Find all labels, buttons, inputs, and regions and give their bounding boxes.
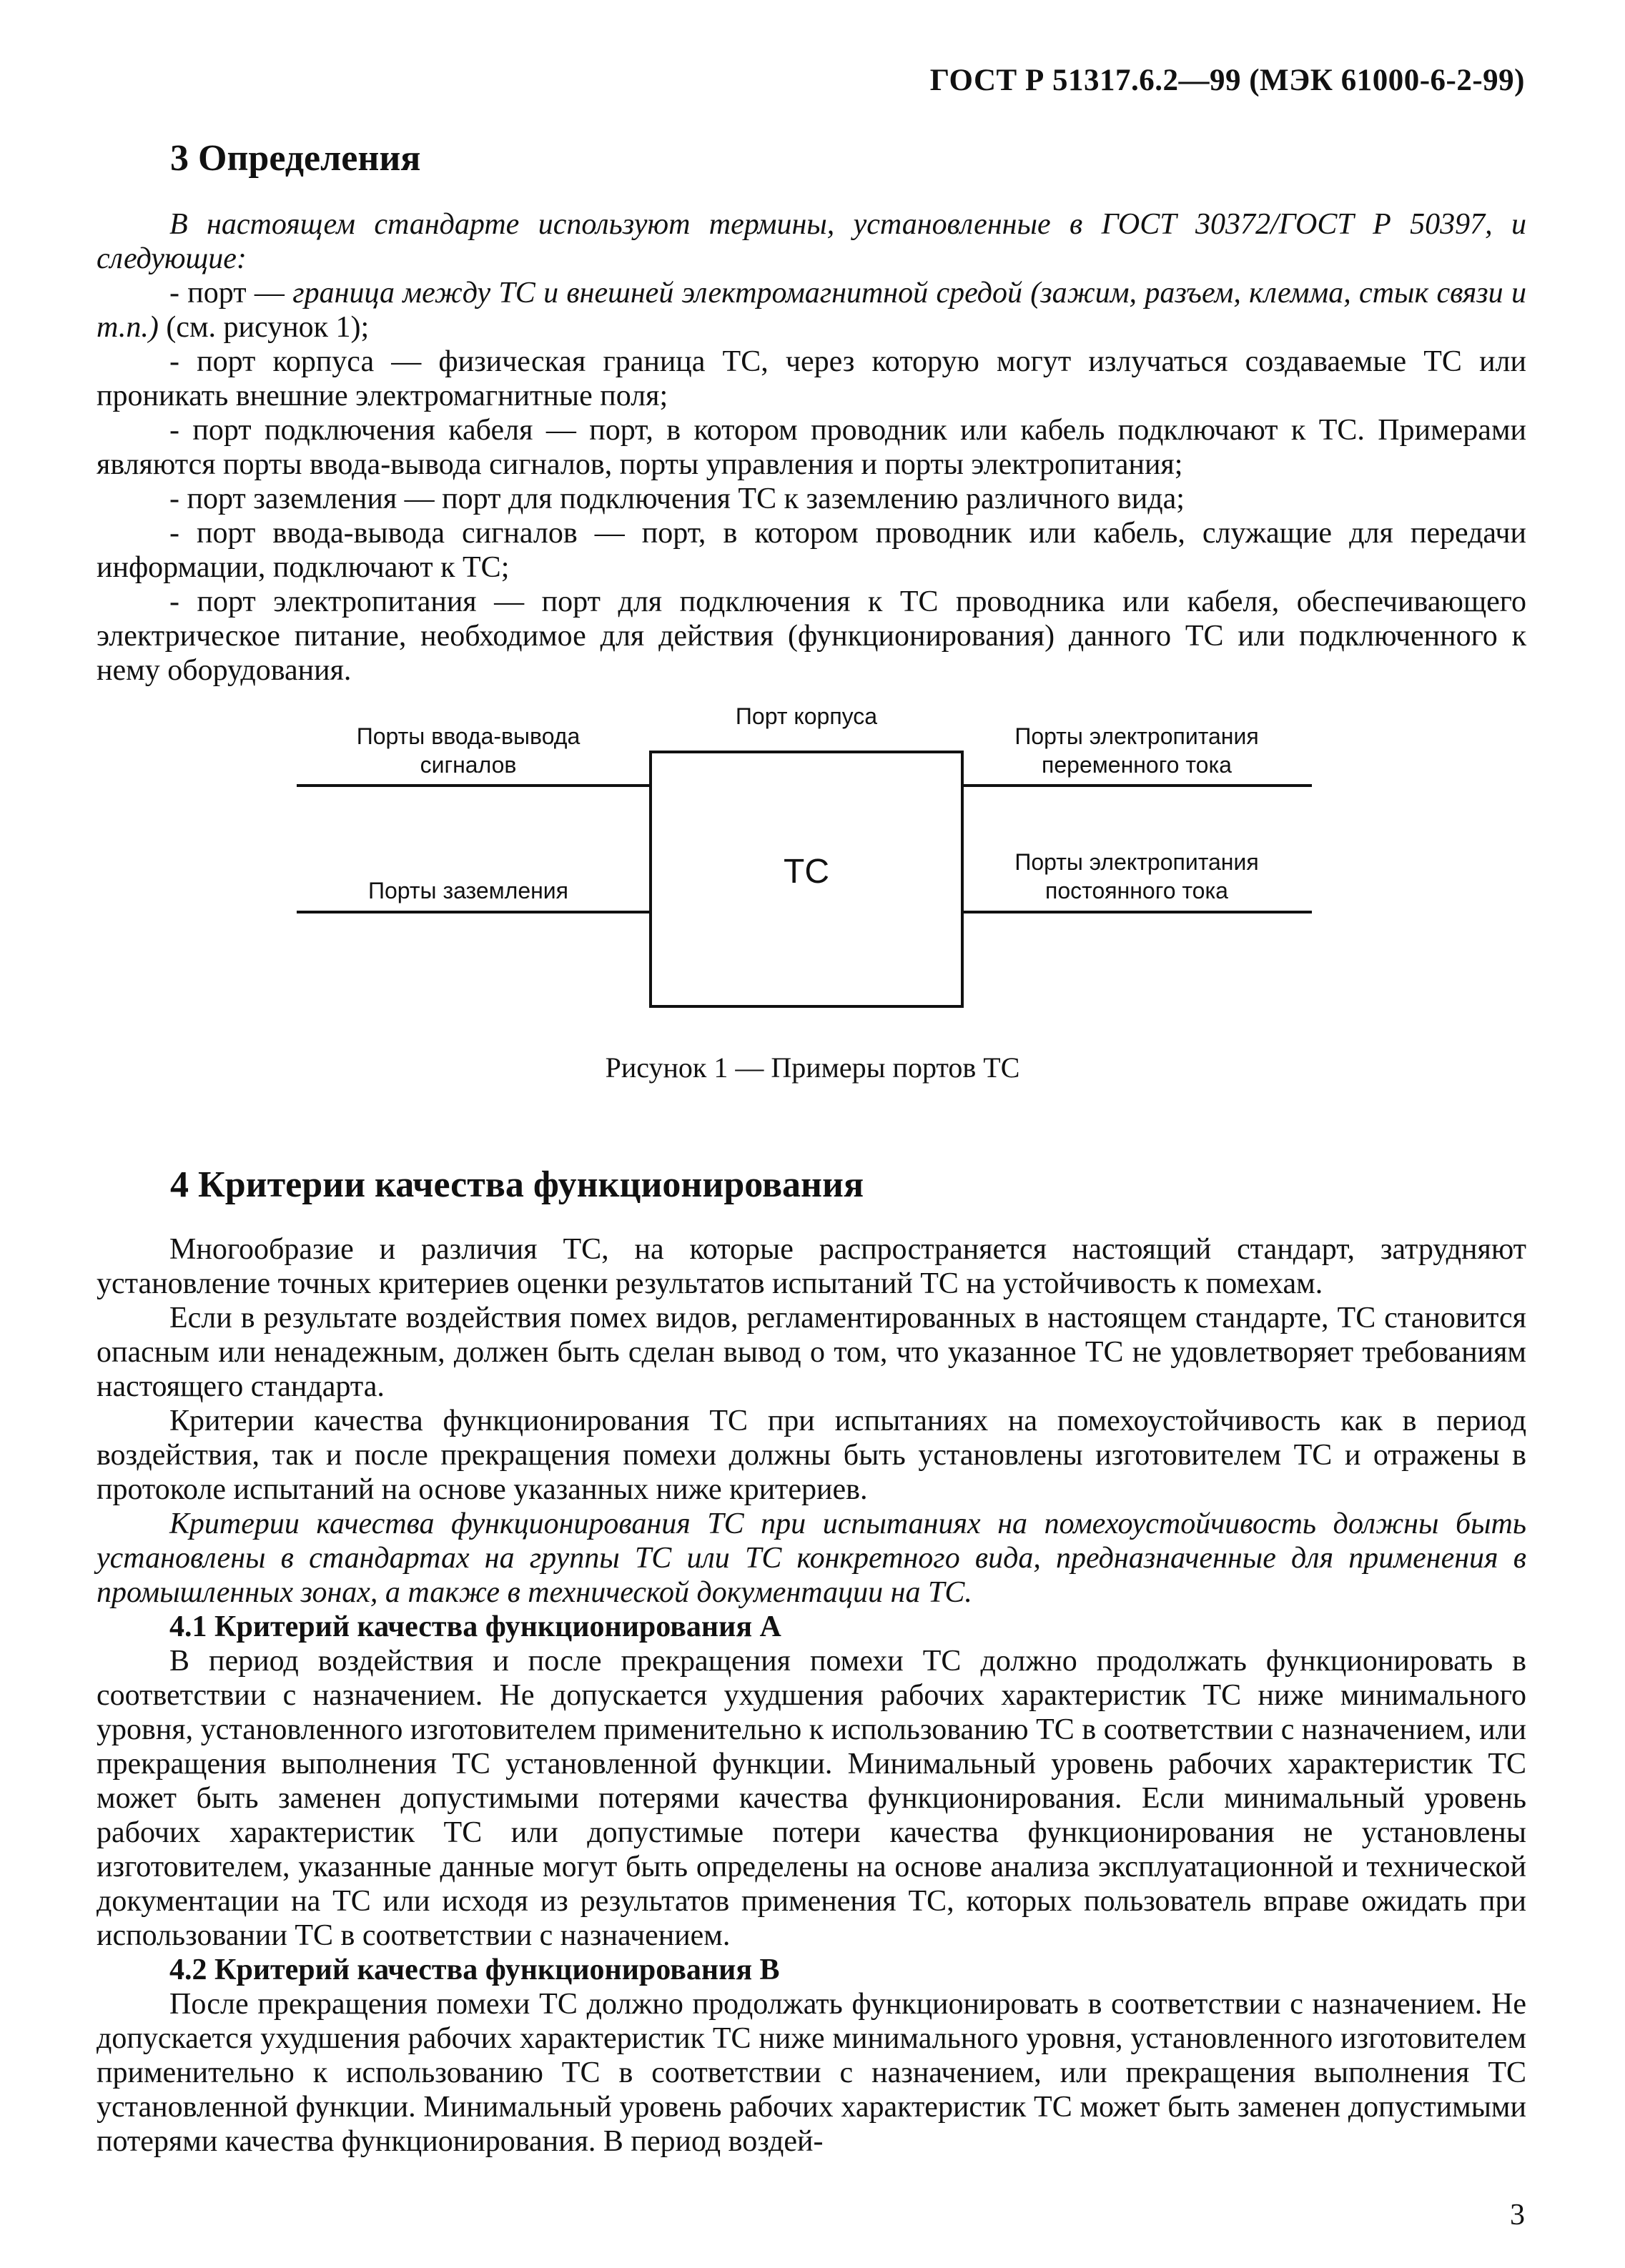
definition-port-text: граница между ТС и внешней электромагнитной средой (зажим, разъем, клемма, стык связи и т.п.) <box>97 277 1526 344</box>
definition-port-term: - порт — <box>169 277 293 310</box>
section-3-title: 3 Определения <box>170 138 421 179</box>
dc-power-ports-label-line1: Порты электропитания <box>1014 849 1259 875</box>
criterion-b-text: После прекращения помехи ТС должно продолжать функционировать в соответствии с назначением. Не допускается ухудшения рабочих характеристик ТС ниже минимального уровня, установленного изготовителем применительно к использованию ТС в соответствии с назначением, или прекращения выполнения ТС установленной функции. Минимальный уровень рабочих характеристик ТС может быть заменен допустимыми потерями качества функционирования. В период воздей- <box>97 1988 1526 2158</box>
definition-earth-port: - порт заземления — порт для подключения ТС к заземлению различного вида; <box>169 482 1185 515</box>
figure-1-ports-diagram <box>0 686 1625 1086</box>
signal-ports-label <box>297 722 640 779</box>
section-4-body <box>97 1232 1526 2159</box>
dc-power-ports-label-line2: постоянного тока <box>1045 878 1228 903</box>
ac-power-ports-label-line1: Порты электропитания <box>1014 723 1259 749</box>
signal-ports-label-line2: сигналов <box>420 752 517 778</box>
page-number: 3 <box>1510 2199 1525 2232</box>
standard-header: ГОСТ Р 51317.6.2—99 (МЭК 61000-6-2-99) <box>929 64 1525 97</box>
ac-power-ports-label-line2: переменного тока <box>1042 752 1232 778</box>
signal-ports-label-line1: Порты ввода-вывода <box>356 723 581 749</box>
ac-power-ports-label <box>965 722 1308 779</box>
device-box-label: ТС <box>784 853 829 891</box>
section-4-title: 4 Критерии качества функционирования <box>170 1164 864 1205</box>
definition-power-port: - порт электропитания — порт для подключения к ТС проводника или кабеля, обеспечивающего электрическое питание, необходимое для действия (функционирования) данного ТС или подключенного к нему оборудования. <box>97 585 1526 687</box>
subsection-4-2-title: 4.2 Критерий качества функционирования В <box>169 1953 780 1986</box>
section-3-body <box>97 207 1526 688</box>
criteria-paragraph-2: Если в результате воздействия помех видов, регламентированных в настоящем стандарте, ТС становится опасным или ненадежным, должен быть сделан вывод о том, что указанное ТС не удовлетворяет требованиям настоящего стандарта. <box>97 1302 1526 1403</box>
definition-enclosure-port: - порт корпуса — физическая граница ТС, через которую могут излучаться создаваемые ТС или проникать внешние электромагнитные поля; <box>97 345 1526 412</box>
criterion-a-text: В период воздействия и после прекращения помехи ТС должно продолжать функционировать в соответствии с назначением. Не допускается ухудшения рабочих характеристик ТС ниже минимального уровня, установленного изготовителем применительно к использованию ТС в соответствии с назначением, или прекращения выполнения ТС установленной функции. Минимальный уровень рабочих характеристик ТС может быть заменен допустимыми потерями качества функционирования. Если минимальный уровень рабочих характеристик ТС или допустимые потери качества функционирования не установлены изготовителем, указанные данные могут быть определены на основе анализа эксплуатационной и технической документации на ТС или исходя из результатов применения ТС, которых пользователь вправе ожидать при использовании ТС в соответствии с назначением. <box>97 1645 1526 1952</box>
enclosure-port-label: Порт корпуса <box>735 703 878 729</box>
definitions-intro: В настоящем стандарте используют термины, установленные в ГОСТ 30372/ГОСТ Р 50397, и следующие: <box>97 208 1526 275</box>
criteria-paragraph-1: Многообразие и различия ТС, на которые распространяется настоящий стандарт, затрудняют установление точных критериев оценки результатов испытаний ТС на устойчивость к помехам. <box>97 1233 1526 1300</box>
figure-1-caption: Рисунок 1 — Примеры портов ТС <box>605 1051 1020 1084</box>
criteria-paragraph-3: Критерии качества функционирования ТС при испытаниях на помехоустойчивость как в период воздействия, так и после прекращения помехи должны быть установлены изготовителем ТС и отражены в протоколе испытаний на основе указанных ниже критериев. <box>97 1405 1526 1506</box>
definition-cable-port: - порт подключения кабеля — порт, в котором проводник или кабель подключают к ТС. Примерами являются порты ввода-вывода сигналов, порты управления и порты электропитания; <box>97 414 1526 481</box>
definition-signal-port: - порт ввода-вывода сигналов — порт, в котором проводник или кабель, служащие для передачи информации, подключают к ТС; <box>97 517 1526 584</box>
definition-port <box>97 276 1526 345</box>
earth-ports-label: Порты заземления <box>368 878 568 903</box>
definition-port-ref: (см. рисунок 1); <box>158 311 370 344</box>
subsection-4-1-title: 4.1 Критерий качества функционирования А <box>169 1610 781 1643</box>
dc-power-ports-label <box>965 848 1308 905</box>
criteria-paragraph-4: Критерии качества функционирования ТС при испытаниях на помехоустойчивость должны быть установлены в стандартах на группы ТС или ТС конкретного вида, предназначенные для применения в промышленных зонах, а также в технической документации на ТС. <box>97 1507 1526 1609</box>
